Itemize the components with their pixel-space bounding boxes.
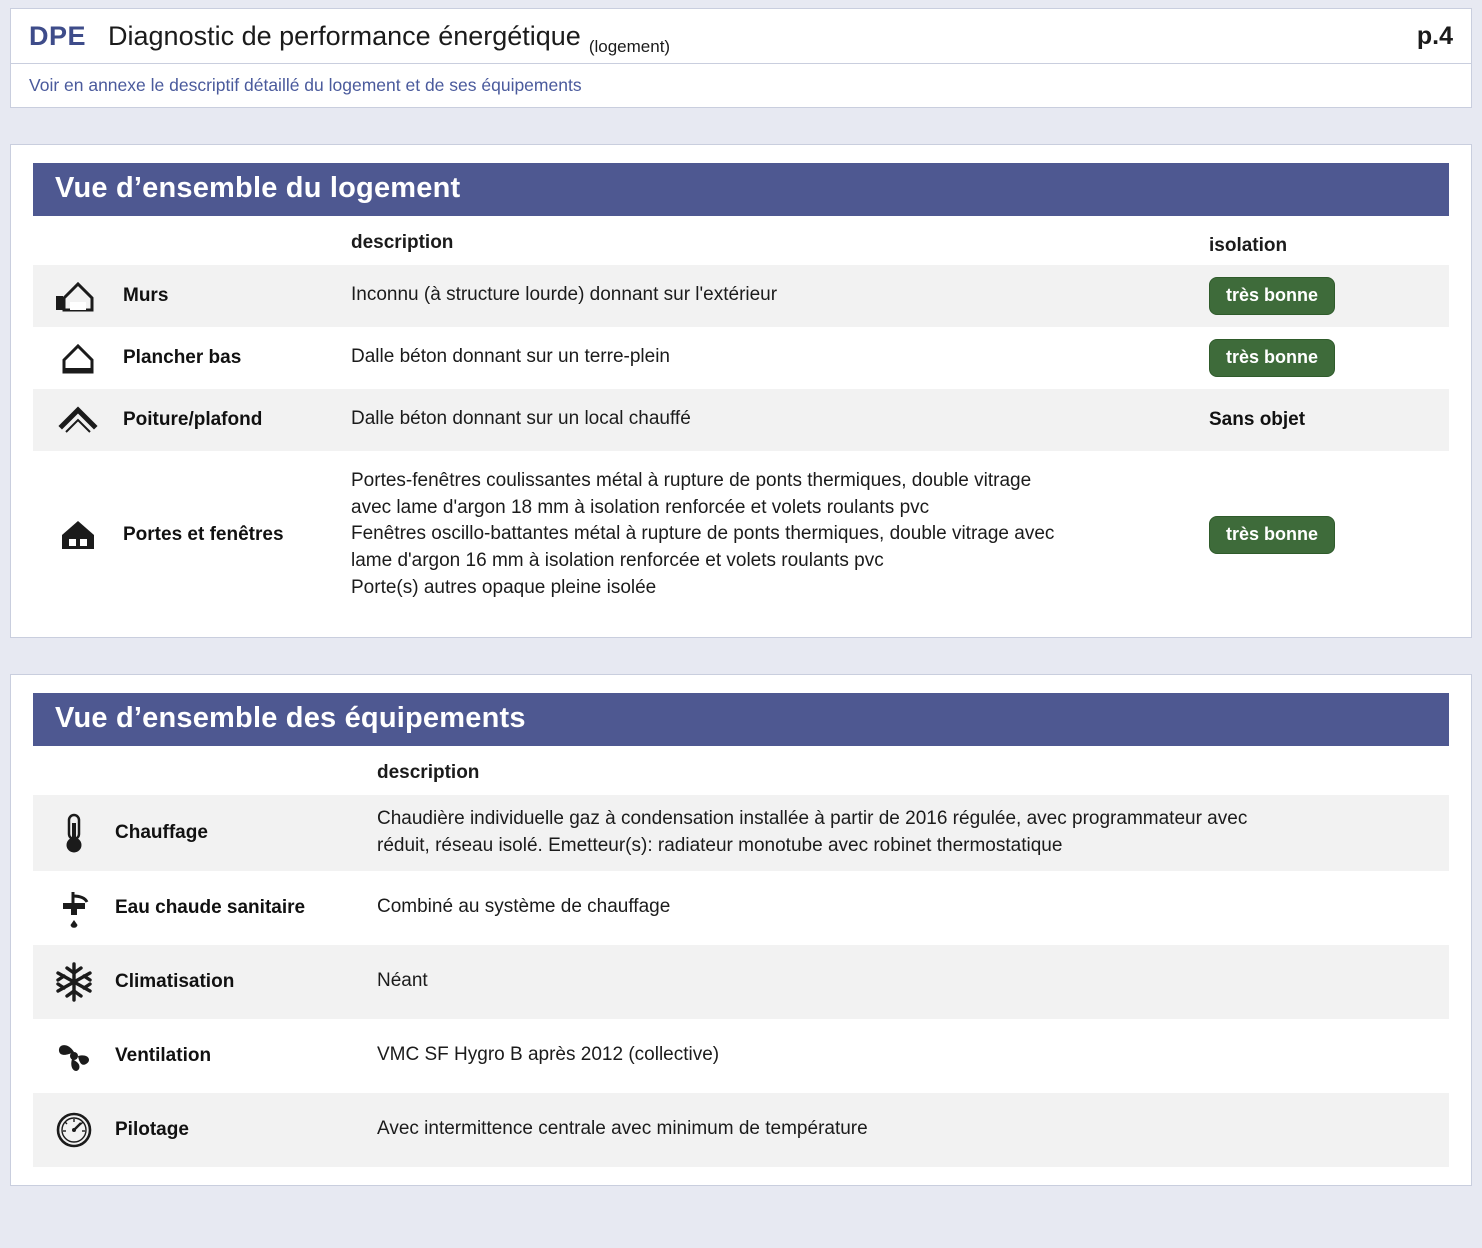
row-description-line: VMC SF Hygro B après 2012 (collective)	[377, 1044, 720, 1066]
table-row	[33, 871, 1449, 945]
housing-overview-card	[10, 144, 1472, 638]
row-description-line: Dalle béton donnant sur un local chauffé	[351, 408, 691, 430]
row-label: Chauffage	[115, 821, 208, 843]
row-isolation	[1203, 516, 1449, 554]
dpe-brand: DPE	[29, 20, 87, 51]
snowflake-icon	[33, 959, 115, 1005]
annex-note-text: Voir en annexe le descriptif détaillé du logement et de ses équipements	[29, 75, 582, 95]
page-number: p.4	[1416, 21, 1453, 50]
fan-icon	[33, 1033, 115, 1079]
document-header	[10, 8, 1472, 64]
row-label: Portes et fenêtres	[123, 523, 284, 545]
row-description-line: Combiné au système de chauffage	[377, 896, 671, 918]
floor-icon	[33, 338, 123, 378]
status-badge: très bonne	[1209, 277, 1335, 315]
row-description	[351, 344, 1203, 371]
equipment-header-description: description	[377, 761, 480, 783]
row-description	[377, 1042, 1449, 1069]
faucet-icon	[33, 884, 115, 932]
row-description-line: Portes-fenêtres coulissantes métal à rupture de ponts thermiques, double vitrage	[351, 469, 1032, 491]
row-label: Poiture/plafond	[123, 408, 263, 430]
table-row	[33, 451, 1449, 619]
row-label: Plancher bas	[123, 346, 242, 368]
row-description	[351, 468, 1203, 603]
table-row	[33, 327, 1449, 389]
row-description-line: Fenêtres oscillo-battantes métal à rupture de ponts thermiques, double vitrage avec	[351, 523, 1055, 545]
row-label: Ventilation	[115, 1044, 212, 1066]
table-row	[33, 389, 1449, 451]
table-row	[33, 1019, 1449, 1093]
housing-column-headers	[33, 216, 1449, 265]
row-isolation	[1203, 277, 1449, 315]
row-label: Climatisation	[115, 970, 235, 992]
equipment-column-headers	[33, 746, 1449, 795]
row-description-line: Inconnu (à structure lourde) donnant sur l'extérieur	[351, 284, 778, 306]
table-row	[33, 265, 1449, 327]
row-label: Murs	[123, 284, 169, 306]
table-row	[33, 795, 1449, 871]
gauge-icon	[33, 1107, 115, 1153]
windows-icon	[33, 513, 123, 557]
housing-section-title: Vue d’ensemble du logement	[33, 163, 1449, 216]
row-description-line: réduit, réseau isolé. Emetteur(s): radiateur monotube avec robinet thermostatique	[377, 834, 1063, 856]
equipment-section-title: Vue d’ensemble des équipements	[33, 693, 1449, 746]
table-row	[33, 945, 1449, 1019]
table-row	[33, 1093, 1449, 1167]
status-badge: très bonne	[1209, 516, 1335, 554]
housing-header-isolation: isolation	[1209, 234, 1288, 256]
wall-icon	[33, 276, 123, 316]
isolation-value: Sans objet	[1209, 408, 1306, 430]
row-description-line: Néant	[377, 970, 428, 992]
housing-header-description: description	[351, 232, 454, 253]
row-description-line: Chaudière individuelle gaz à condensation installée à partir de 2016 régulée, avec programmateur avec	[377, 807, 1248, 829]
row-description	[377, 1116, 1449, 1143]
status-badge: très bonne	[1209, 339, 1335, 377]
row-description	[351, 282, 1203, 309]
row-description	[351, 406, 1203, 433]
row-isolation	[1203, 409, 1449, 431]
thermometer-icon	[33, 809, 115, 857]
row-description-line: lame d'argon 16 mm à isolation renforcée et volets roulants pvc	[351, 550, 884, 572]
annex-note	[10, 64, 1472, 108]
row-label: Eau chaude sanitaire	[115, 896, 306, 918]
row-description	[377, 968, 1449, 995]
row-description	[377, 806, 1449, 860]
equipment-overview-card	[10, 674, 1472, 1186]
row-description-line: Avec intermittence centrale avec minimum de température	[377, 1118, 868, 1140]
row-description-line: Porte(s) autres opaque pleine isolée	[351, 577, 657, 599]
row-description-line: Dalle béton donnant sur un terre-plein	[351, 346, 670, 368]
row-description-line: avec lame d'argon 18 mm à isolation renforcée et volets roulants pvc	[351, 496, 930, 518]
roof-icon	[33, 400, 123, 440]
row-description	[377, 894, 1449, 921]
row-label: Pilotage	[115, 1118, 189, 1140]
page-subtitle: (logement)	[588, 37, 671, 56]
row-isolation	[1203, 339, 1449, 377]
page-title: Diagnostic de performance énergétique	[108, 20, 581, 51]
